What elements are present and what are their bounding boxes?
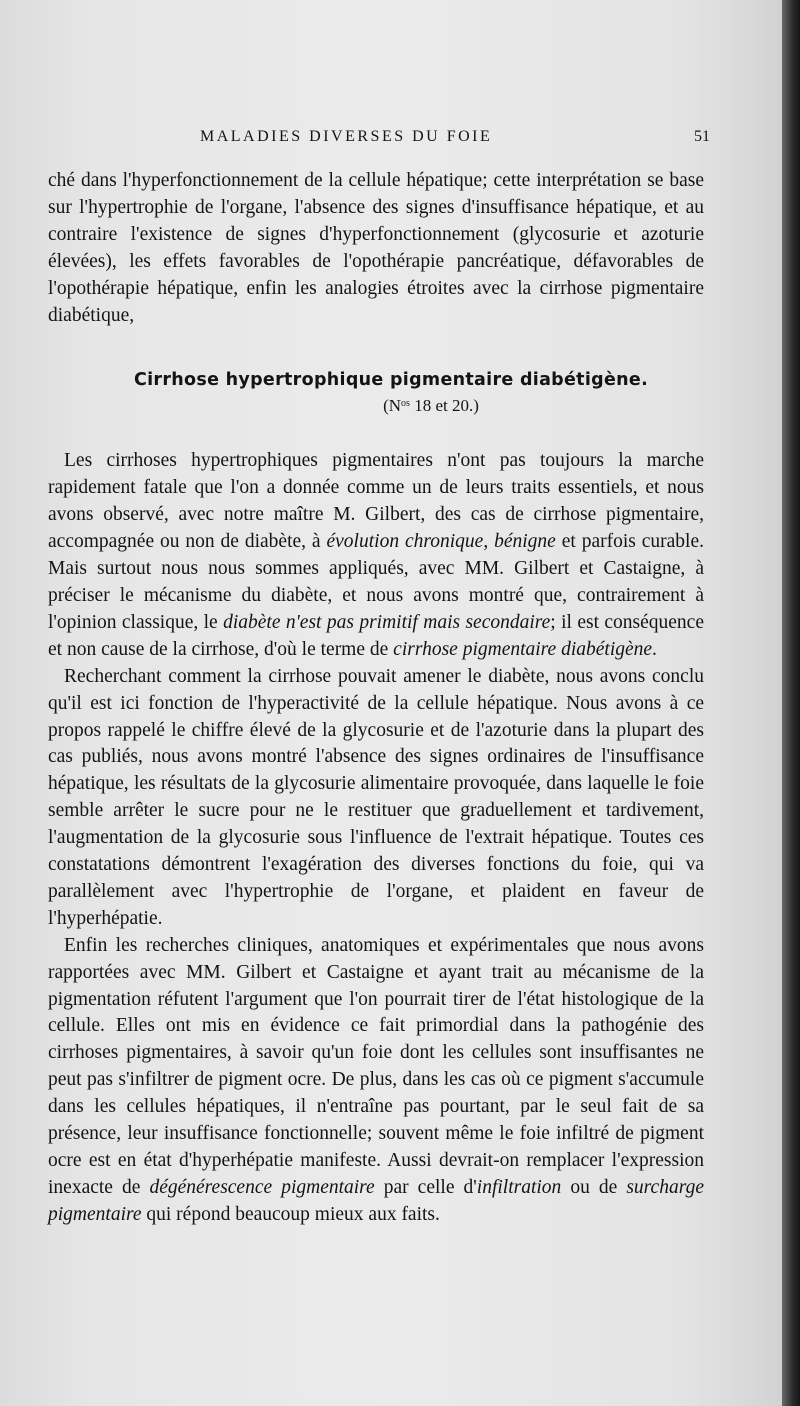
italic-run: surcharge pigmentaire bbox=[48, 1176, 704, 1225]
text-run: ou de bbox=[561, 1176, 627, 1198]
section-reference-prefix: (N bbox=[383, 396, 402, 416]
page-number: 51 bbox=[694, 128, 710, 145]
page-content bbox=[48, 124, 710, 1229]
text-run: , bbox=[483, 531, 495, 553]
text-run: qui répond beaucoup mieux aux faits. bbox=[141, 1203, 440, 1225]
section-reference-sup: os bbox=[401, 398, 410, 410]
italic-run: infiltration bbox=[476, 1176, 562, 1198]
paragraph-continued: ché dans l'hyperfonctionnement de la cellule hépatique; cette interprétation se base sur l'hypertrophie de l'organe, l'absence des signes d'insuffisance hépatique, et au contraire l'existence de signes d'hyperfonctionnement (glycosurie et azoturie élevées), les effets favorables de l'opothérapie pancréatique, défavorables de l'opothérapie hépatique, enfin les analogies étroites avec la cirrhose pigmentaire diabétique, bbox=[48, 170, 704, 326]
paragraph bbox=[48, 933, 704, 1229]
running-head bbox=[200, 124, 710, 152]
section-reference bbox=[158, 392, 704, 418]
text-run: ; il est conséquence et non cause de la cirrhose, d'où le terme de bbox=[48, 611, 704, 660]
running-head-title: MALADIES DIVERSES DU FOIE bbox=[200, 128, 493, 145]
section-reference-rest: 18 et 20.) bbox=[409, 396, 479, 416]
paragraph bbox=[48, 448, 704, 663]
text-run: par celle d' bbox=[374, 1176, 477, 1198]
italic-run: cirrhose pigmentaire diabétigène bbox=[393, 638, 653, 660]
text-run: . bbox=[652, 638, 657, 660]
italic-run: bénigne bbox=[494, 531, 556, 553]
italic-run: évolution chronique bbox=[326, 531, 484, 553]
text-run: et parfois curable. Mais surtout nous nous sommes appliqués, avec MM. Gilbert et Castaigne, à préciser le mécanisme du diabète, et nous avons montré que, contrairement à l'opinion classique, le bbox=[48, 531, 705, 633]
page-edge-shadow bbox=[782, 0, 800, 1406]
text-run: Enfin les recherches cliniques, anatomiques et expérimentales que nous avons rapportées avec MM. Gilbert et Castaigne et ayant trait au mécanisme de la pigmentation réfutent l'argument que l'on pourrait tirer de l'état histologique de la cellule. Elles ont mis en évidence ce fait primordial dans la pathogénie des cirrhoses pigmentaires, à savoir qu'un foie dont les cellules sont insuffisantes ne peut pas s'infiltrer de pigment ocre. De plus, dans les cas où ce pigment s'accumule dans les cellules hépatiques, il n'entraîne pas pourtant, par le seul fait de sa présence, leur insuffisance fonctionnelle; souvent même le foie infiltré de pigment ocre est en état d'hyperhépatie manifeste. Aussi devrait-on remplacer l'expression inexacte de bbox=[48, 934, 704, 1198]
section-heading: Cirrhose hypertrophique pigmentaire diabétigène. bbox=[133, 370, 649, 391]
paragraph: Recherchant comment la cirrhose pouvait amener le diabète, nous avons conclu qu'il est ici fonction de l'hyperactivité de la cellule hépatique. Nous avons à ce propos rappelé le chiffre élevé de la glycosurie et de l'azoturie dans la plupart des cas publiés, nous avons montré l'absence des signes ordinaires de l'insuffisance hépatique, les résultats de la glycosurie alimentaire provoquée, dans laquelle le foie semble arrêter le sucre pour ne le restituer que graduellement et tardivement, l'augmentation de la glycosurie sous l'influence de l'extrait hépatique. Toutes ces constatations démontrent l'exagération des diverses fonctions du foie, qui va parallèlement avec l'hypertrophie de l'organe, et plaident en faveur de l'hyperhépatie. bbox=[48, 665, 704, 929]
text-run: Les cirrhoses hypertrophiques pigmentaires n'ont pas toujours la marche rapidement fatale que l'on a donnée comme un de leurs traits essentiels, et nous avons observé, avec notre maître M. Gilbert, des cas de cirrhose pigmentaire, accompagnée ou non de diabète, à bbox=[48, 450, 704, 553]
italic-run: diabète n'est pas primitif mais secondaire bbox=[223, 611, 551, 633]
italic-run: dégénérescence pigmentaire bbox=[149, 1176, 375, 1198]
